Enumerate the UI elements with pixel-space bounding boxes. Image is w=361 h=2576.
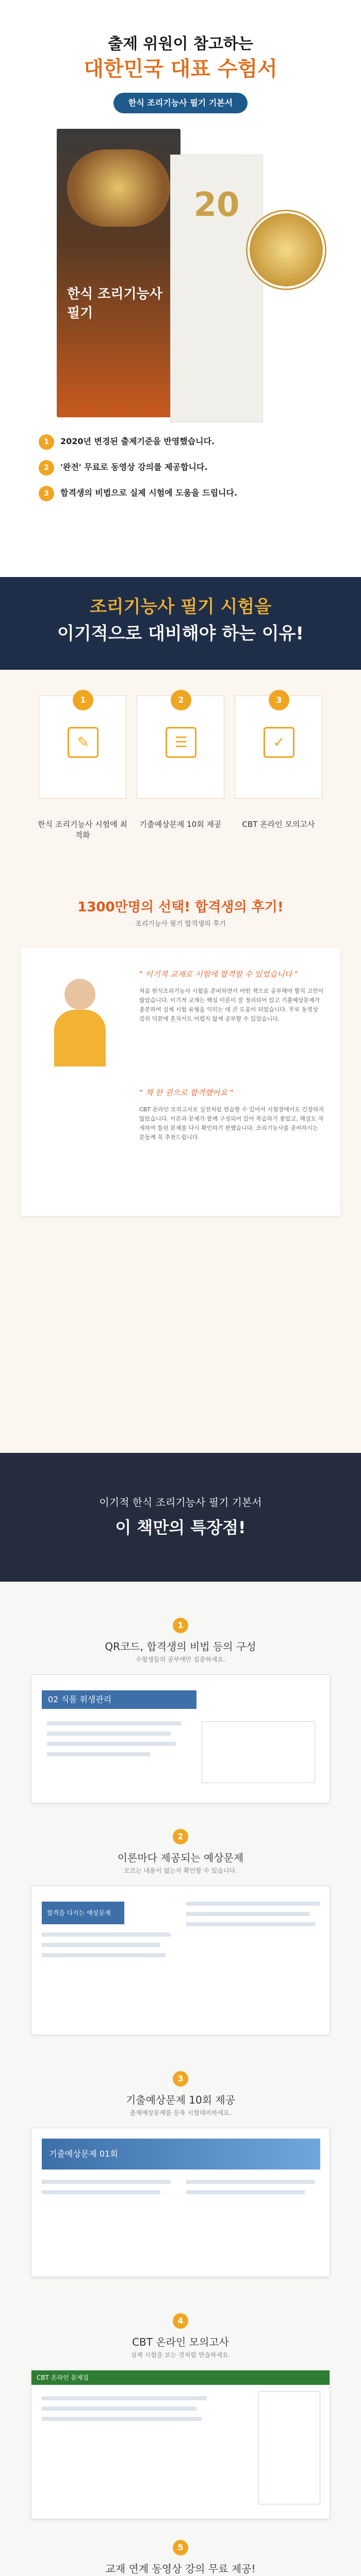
step-title: 교재 연계 동영상 강의 무료 제공!: [105, 2563, 256, 2575]
step-number: 4: [173, 2313, 188, 2329]
step-number: 1: [173, 1618, 188, 1633]
book-cover-back: [170, 155, 263, 422]
feature-text: '완전' 무료로 동영상 강의를 제공합니다.: [60, 462, 208, 472]
step-number: 2: [173, 1829, 188, 1844]
step-number: 3: [173, 2071, 188, 2087]
features-section: [0, 1582, 361, 2576]
step-1: [0, 1582, 361, 1819]
review-body-2: CBT 온라인 모의고사로 실전처럼 연습할 수 있어서 시험장에서도 긴장하지 않았습니다. 이론과 문제가 함께 구성되어 있어 복습하기 좋았고, 해설도 자세하여 틀린 문제를 다시 확인하기 편했습니다. 조리기능사를 준비하시는 분들께 꼭 추천드립니다.: [139, 1106, 324, 1141]
reason-card-3: [235, 696, 322, 799]
review-heading: 1300만명의 선택! 합격생의 후기!: [77, 900, 284, 915]
mockup-label: 합격을 다지는 예상문제: [42, 1902, 124, 1924]
intro-line1: 이기적 한식 조리기능사 필기 기본서: [99, 1496, 262, 1509]
reason-number: 3: [269, 690, 289, 710]
intro-section: [0, 1453, 361, 1582]
book-cover: [57, 129, 180, 417]
step-5: [0, 2530, 361, 2576]
why-banner-line2: 이기적으로 대비해야 하는 이유!: [57, 623, 304, 644]
why-section: [0, 577, 361, 1453]
intro-line2: 이 책만의 특장점!: [115, 1518, 246, 1537]
step-number: 5: [173, 2540, 188, 2555]
mockup-label: 02 식품 위생관리: [42, 1690, 196, 1709]
feature-item-1: [39, 433, 327, 450]
step-mockup: [31, 2370, 330, 2519]
reason-text-3: CBT 온라인 모의고사: [242, 820, 315, 829]
why-banner-line1: 조리기능사 필기 시험을: [89, 597, 272, 617]
hero-headline-1: 출제 위원이 참고하는: [108, 35, 253, 53]
step-title: CBT 온라인 모의고사: [132, 2336, 229, 2348]
review-subheading: 조리기능사 필기 합격생의 후기: [135, 920, 226, 928]
step-mockup: [31, 1886, 330, 2035]
mockup-label: CBT 온라인 문제집: [31, 2370, 330, 2385]
step-title: 기출예상문제 10회 제공: [125, 2094, 236, 2106]
step-subtitle: 수험생들의 공부에만 집중하세요.: [136, 1656, 225, 1663]
reason-number: 2: [171, 690, 191, 710]
document-icon: ☰: [166, 727, 196, 758]
review-box: [21, 948, 340, 1216]
step-subtitle: 실제 시험을 보는 것처럼 연습하세요.: [130, 2351, 231, 2359]
step-subtitle: 출제예상문제를 등록 시험대비하세요.: [129, 2109, 232, 2116]
step-4: [0, 2303, 361, 2530]
why-banner: [0, 577, 361, 670]
feature-text: 합격생의 비법으로 실제 시험에 도움을 드립니다.: [60, 488, 238, 498]
mockup-label: 기출예상문제 01회: [42, 2139, 320, 2170]
reviewer-avatar: [41, 979, 119, 1066]
reason-text-2: 기출예상문제 10회 제공: [139, 820, 222, 829]
cover-number: 20: [193, 186, 240, 224]
feature-text: 2020년 변경된 출제기준을 반영했습니다.: [60, 436, 215, 446]
step-2: [0, 1819, 361, 2061]
hero-headline-2: 대한민국 대표 수험서: [84, 57, 277, 81]
certificate-icon: ✎: [68, 727, 99, 758]
book-title-pill: 한식 조리기능사 필기 기본서: [113, 93, 248, 113]
step-title: 이론마다 제공되는 예상문제: [117, 1852, 244, 1864]
review-body-1: 처음 한식조리기능사 시험을 준비하면서 어떤 책으로 공부해야 할지 고민이 많았습니다. 이기적 교재는 핵심 이론이 잘 정리되어 있고 기출예상문제가 충분하여 실제 시험 유형을 익히는 데 큰 도움이 되었습니다. 무료 동영상 강의 덕분에 혼자서도 어렵지 않게 공부할 수 있었습니다.: [139, 988, 324, 1022]
reason-card-2: [137, 696, 224, 799]
hero-section: [0, 0, 361, 577]
checkmark-icon: ✓: [264, 727, 294, 758]
book-cover-title: 한식 조리기능사 필기: [67, 286, 162, 321]
feature-number: 3: [39, 486, 54, 501]
feature-number: 2: [39, 460, 54, 476]
feature-item-2: [39, 459, 327, 476]
reason-number: 1: [73, 690, 93, 710]
step-mockup: [31, 2128, 330, 2277]
feature-item-3: [39, 484, 327, 502]
review-title-1: " 이기적 교재로 시험에 합격할 수 있었습니다 ": [139, 970, 298, 979]
step-title: QR코드, 합격생의 비법 등의 구성: [105, 1640, 256, 1653]
reason-text-1: 한식 조리기능사 시험에 최적화: [38, 820, 127, 840]
gold-seal-icon: [248, 211, 325, 289]
step-subtitle: 모르는 내용이 없는지 확인할 수 있습니다.: [124, 1867, 237, 1874]
step-mockup: [31, 1674, 330, 1803]
review-title-2: " 책 한 권으로 합격했어요 ": [139, 1088, 234, 1097]
step-3: [0, 2061, 361, 2303]
reason-card-1: [39, 696, 126, 799]
feature-number: 1: [39, 434, 54, 450]
